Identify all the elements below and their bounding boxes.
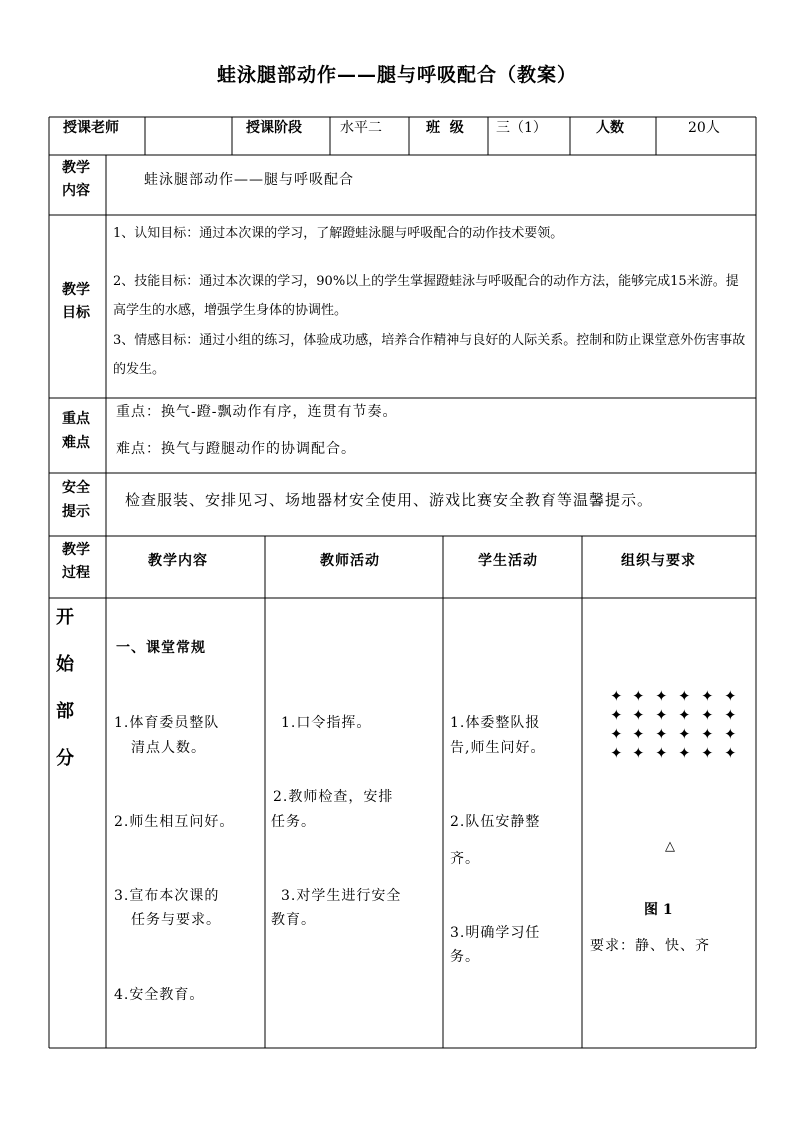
goals-label-line2: 目标 xyxy=(62,305,90,321)
teacher-position-icon: △ xyxy=(665,839,675,854)
student-position-icon: ✦ xyxy=(610,687,623,705)
teacher-step: 3.对学生进行安全 xyxy=(281,888,402,904)
content-heading: 一、课堂常规 xyxy=(116,640,206,656)
student-position-icon: ✦ xyxy=(678,725,691,743)
student-position-icon: ✦ xyxy=(701,744,714,762)
difficult-point: 难点：换气与蹬腿动作的协调配合。 xyxy=(116,441,356,457)
content-step: 清点人数。 xyxy=(131,740,206,756)
goal-item: 3、情感目标：通过小组的练习，体验成功感，培养合作精神与良好的人际关系。控制和防止课堂意外伤害事故的发生。 xyxy=(113,333,746,377)
student-position-icon: ✦ xyxy=(655,725,668,743)
count-label: 人数 xyxy=(596,120,624,136)
student-step: 3.明确学习任 xyxy=(450,925,541,941)
section-char: 分 xyxy=(56,748,74,769)
goals-label-line1: 教学 xyxy=(62,282,90,298)
goal-item: 1、认知目标：通过本次课的学习，了解蹬蛙泳腿与呼吸配合的动作技术要领。 xyxy=(113,226,564,241)
keypoints-label-line2: 难点 xyxy=(62,435,90,451)
student-position-icon: ✦ xyxy=(632,706,645,724)
class-value: 三（1） xyxy=(496,120,547,136)
content-step: 4.安全教育。 xyxy=(114,987,205,1003)
content-label-line1: 教学 xyxy=(62,160,90,176)
student-step: 齐。 xyxy=(450,851,480,867)
key-point: 重点：换气-蹬-飘动作有序，连贯有节奏。 xyxy=(116,404,398,420)
student-position-icon: ✦ xyxy=(655,706,668,724)
goal-item: 2、技能目标：通过本次课的学习，90%以上的学生掌握蹬蛙泳与呼吸配合的动作方法，能够完成15米游。提高学生的水感，增强学生身体的协调性。 xyxy=(113,274,739,318)
section-char: 部 xyxy=(56,701,74,722)
header-teacher: 教师活动 xyxy=(320,553,380,569)
student-position-icon: ✦ xyxy=(610,706,623,724)
teacher-step: 2.教师检查，安排 xyxy=(273,789,394,805)
student-position-icon: ✦ xyxy=(701,706,714,724)
student-position-icon: ✦ xyxy=(610,725,623,743)
safety-label-line1: 安全 xyxy=(62,480,90,496)
header-student: 学生活动 xyxy=(478,553,538,569)
student-position-icon: ✦ xyxy=(724,725,737,743)
stage-value: 水平二 xyxy=(340,120,382,136)
student-position-icon: ✦ xyxy=(724,706,737,724)
process-label-line2: 过程 xyxy=(62,565,90,581)
student-position-icon: ✦ xyxy=(701,687,714,705)
student-position-icon: ✦ xyxy=(724,744,737,762)
figure-label: 图 1 xyxy=(644,902,673,918)
stage-label: 授课阶段 xyxy=(246,120,302,136)
class-label: 班 级 xyxy=(426,120,464,136)
student-position-icon: ✦ xyxy=(678,706,691,724)
content-step: 1.体育委员整队 xyxy=(114,715,220,731)
page-title: 蛙泳腿部动作——腿与呼吸配合（教案） xyxy=(216,64,577,86)
content-label-line2: 内容 xyxy=(62,183,90,199)
content-text: 蛙泳腿部动作——腿与呼吸配合 xyxy=(144,172,354,188)
student-step: 1.体委整队报 xyxy=(450,715,541,731)
teacher-step: 1.口令指挥。 xyxy=(281,715,372,731)
student-position-icon: ✦ xyxy=(678,687,691,705)
content-step: 3.宣布本次课的 xyxy=(114,888,220,904)
teacher-step: 任务。 xyxy=(271,814,316,830)
student-position-icon: ✦ xyxy=(724,687,737,705)
content-step: 任务与要求。 xyxy=(131,912,221,928)
student-position-icon: ✦ xyxy=(610,744,623,762)
student-position-icon: ✦ xyxy=(632,687,645,705)
safety-label-line2: 提示 xyxy=(62,504,90,520)
section-char: 始 xyxy=(56,654,74,675)
student-position-icon: ✦ xyxy=(655,744,668,762)
header-organization: 组织与要求 xyxy=(621,553,696,569)
safety-text: 检查服装、安排见习、场地器材安全使用、游戏比赛安全教育等温馨提示。 xyxy=(125,491,654,509)
requirement-text: 要求：静、快、齐 xyxy=(590,938,710,954)
teacher-label: 授课老师 xyxy=(63,120,119,136)
keypoints-label-line1: 重点 xyxy=(62,411,90,427)
process-label-line1: 教学 xyxy=(62,542,90,558)
student-step: 务。 xyxy=(450,949,480,965)
student-position-icon: ✦ xyxy=(632,744,645,762)
teacher-step: 教育。 xyxy=(271,912,316,928)
count-value: 20人 xyxy=(688,120,720,136)
student-position-icon: ✦ xyxy=(678,744,691,762)
student-position-icon: ✦ xyxy=(632,725,645,743)
student-position-icon: ✦ xyxy=(655,687,668,705)
student-step: 告,师生问好。 xyxy=(450,740,546,756)
student-position-icon: ✦ xyxy=(701,725,714,743)
header-content: 教学内容 xyxy=(148,553,208,569)
content-step: 2.师生相互问好。 xyxy=(114,814,235,830)
student-step: 2.队伍安静整 xyxy=(450,814,541,830)
section-char: 开 xyxy=(56,607,74,628)
